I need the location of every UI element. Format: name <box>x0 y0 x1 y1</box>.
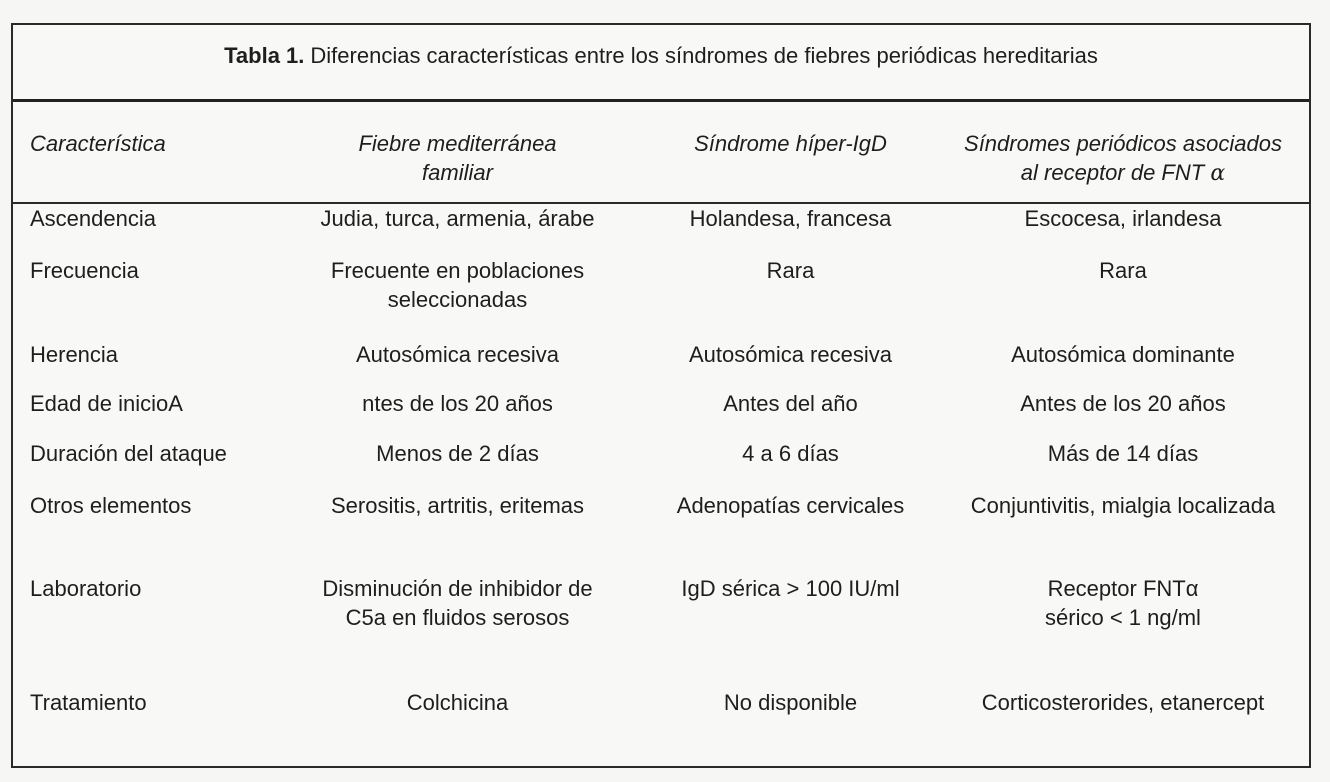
cell-traps-line: Escocesa, irlandesa <box>1024 206 1222 231</box>
cell-traps <box>933 204 1313 233</box>
cell-fmf <box>295 389 620 418</box>
cell-traps-line: Antes de los 20 años <box>1020 391 1226 416</box>
cell-hiper-igd <box>633 439 948 468</box>
cell-hiper-igd-line: No disponible <box>723 690 858 715</box>
header-traps-line2-text: al receptor de FNT <box>1020 160 1205 185</box>
cell-hiper-igd <box>633 688 948 717</box>
cell-hiper-igd <box>633 491 948 520</box>
header-fmf-line2: familiar <box>422 160 493 185</box>
row-label: Otros elementos <box>30 493 192 518</box>
cell-fmf-line: Disminución de inhibidor de <box>322 576 593 601</box>
cell-fmf-line: seleccionadas <box>387 287 528 312</box>
cell-fmf-line: Judia, turca, armenia, árabe <box>320 206 595 231</box>
table-title-text: Diferencias características entre los síndromes de fiebres periódicas hereditarias <box>310 43 1098 68</box>
table-frame <box>11 23 1311 768</box>
cell-fmf-line: C5a en fluidos serosos <box>345 605 570 630</box>
table-title <box>13 25 1309 102</box>
cell-traps-line: Más de 14 días <box>1047 441 1199 466</box>
cell-traps <box>933 340 1313 369</box>
cell-traps-line: Corticosterorides, etanercept <box>981 690 1265 715</box>
cell-hiper-igd <box>633 340 948 369</box>
cell-hiper-igd-line: Holandesa, francesa <box>689 206 892 231</box>
cell-hiper-igd <box>633 256 948 285</box>
cell-traps <box>933 688 1313 717</box>
cell-fmf-line: ntes de los 20 años <box>362 391 553 416</box>
cell-hiper-igd-line: Autosómica recesiva <box>689 342 892 367</box>
row-label: Herencia <box>30 342 119 367</box>
header-caracteristica: Característica <box>30 131 166 156</box>
cell-hiper-igd <box>633 204 948 233</box>
header-fiebre-mediterranea <box>295 129 620 187</box>
cell-fmf-line: Autosómica recesiva <box>356 342 559 367</box>
row-label: Ascendencia <box>30 206 156 231</box>
header-traps <box>933 129 1313 188</box>
cell-traps-line: Conjuntivitis, mialgia localizada <box>970 493 1276 518</box>
table-header-row <box>13 102 1309 204</box>
cell-hiper-igd-line: Adenopatías cervicales <box>676 493 905 518</box>
cell-traps <box>933 491 1313 520</box>
cell-traps <box>933 574 1313 632</box>
cell-fmf <box>295 204 620 233</box>
cell-traps <box>933 389 1313 418</box>
header-traps-line2 <box>933 158 1313 188</box>
cell-fmf <box>295 491 620 520</box>
cell-traps-line: Rara <box>1099 258 1147 283</box>
table-title-label: Tabla 1. <box>224 43 305 68</box>
cell-fmf-line: Colchicina <box>406 690 509 715</box>
cell-hiper-igd-line: IgD sérica > 100 IU/ml <box>681 576 900 601</box>
cell-fmf-line: Frecuente en poblaciones <box>330 258 585 283</box>
cell-traps-line: sérico < 1 ng/ml <box>1045 605 1201 630</box>
cell-hiper-igd <box>633 574 948 603</box>
row-label: Frecuencia <box>30 258 139 283</box>
cell-fmf <box>295 574 620 632</box>
cell-hiper-igd-line: Antes del año <box>723 391 858 416</box>
cell-fmf <box>295 439 620 468</box>
cell-hiper-igd-line: Rara <box>766 258 815 283</box>
header-fmf-line1: Fiebre mediterránea <box>358 131 557 156</box>
header-hiper-igd: Síndrome híper-IgD <box>694 131 887 156</box>
cell-fmf <box>295 256 620 314</box>
cell-traps-line: Autosómica dominante <box>1011 342 1235 367</box>
cell-traps-line: Receptor FNTα <box>1047 576 1199 601</box>
cell-fmf-line: Serositis, artritis, eritemas <box>330 493 585 518</box>
cell-fmf <box>295 340 620 369</box>
cell-traps <box>933 439 1313 468</box>
row-label: Tratamiento <box>30 690 147 715</box>
cell-fmf-line: Menos de 2 días <box>376 441 539 466</box>
cell-hiper-igd <box>633 389 948 418</box>
cell-traps <box>933 256 1313 285</box>
header-traps-line1: Síndromes periódicos asociados <box>964 131 1282 156</box>
row-label: Edad de inicioA <box>30 391 183 416</box>
row-label: Laboratorio <box>30 576 142 601</box>
cell-hiper-igd-line: 4 a 6 días <box>742 441 839 466</box>
alpha-symbol: α <box>1210 161 1226 186</box>
row-label: Duración del ataque <box>30 441 227 466</box>
cell-fmf <box>295 688 620 717</box>
